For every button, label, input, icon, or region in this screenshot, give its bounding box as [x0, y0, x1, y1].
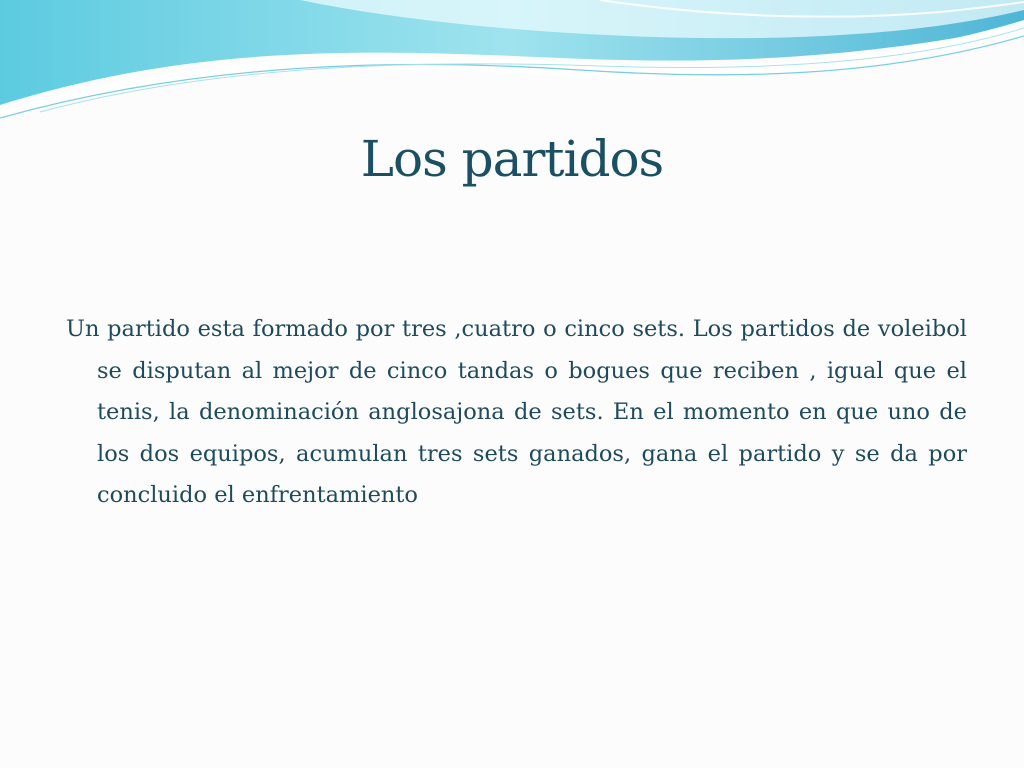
slide-body-text: Un partido esta formado por tres ,cuatro o cinco sets. Los partidos de voleibol se disputan al mejor de cinco tandas o bogues que reciben , igual que el tenis, la denominación anglosajona de sets. En el momento en que uno de los dos equipos, acumulan tres sets ganados, gana el partido y se da por concluido el enfrentamiento: [66, 316, 967, 508]
slide-title: Los partidos: [360, 130, 664, 188]
header-wave-decoration: [0, 0, 1024, 130]
